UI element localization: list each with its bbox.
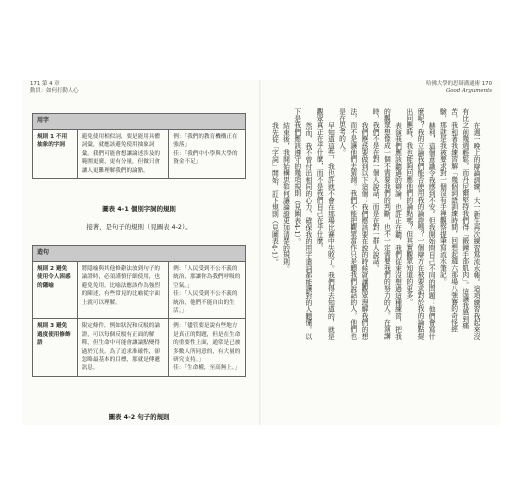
rule-name: 規則 2 避免使用令人困惑的隱喻 (33, 262, 78, 319)
paragraph: 在週一晚上的辯論訓練，大一新生再次練習寫流水帳。這項練習我起來沒有比之前幾週輕鬆，而丹尼爾堅持我們得「鍛鍊手部肌肉」。這讓我感到痛苦，我和著我練習解「幾個詞語訓練時間，回想起週六那場八強賽的奇怪經驗，那就是我被要求對一個沒有手裡觀察提筆寫流水筆記。 (438, 108, 480, 340)
rule-description: 將隱喻與其他修辭法放到句子的論證時，必須謹慎仔細使用，也避免免用。比喻法應該作為強烈的陳述，有些常見的比喻從字面上就可以理解。 (77, 262, 168, 319)
figure-caption: 圖表 4-2 句子的規則 (108, 413, 170, 421)
left-page-number: 171 (30, 81, 41, 87)
rules-table-words (32, 113, 246, 179)
rule-name: 規則 3 避免過度使用修飾語 (33, 319, 78, 376)
rule-examples (169, 262, 246, 319)
example-good: 佳：「人民受到不公不義的統治，他們不能自由的生活。」 (173, 291, 238, 315)
book-title: 哈佛大學的思辯溝通術 (426, 81, 480, 87)
paragraph: 我們應該要做到以下這個：我們應該要在說的時候就讓觀眾理解我們的想法，而不是讓他們去猜測。我們不能把觀眾當作只是聽我們說話的人，他們也是在思考的人。 (337, 108, 368, 340)
example-good: 佳：「我們中小學與大學的資金不足」 (173, 150, 238, 166)
body-text-vertical (270, 108, 481, 340)
paragraph: 我先從「字詞」開始，訂下規則（見圖表4-1）。 (270, 121, 279, 266)
rule-examples (169, 130, 246, 179)
paragraph: 赫利，這個意識令我感到不安。但我開始問自己不同的問題：他們會寫什麼呢？我的立論我們能否使用我的論證嗎？一個辯方在被要求對於我的論點提出回應時，我也能夠回應他們的論點嗎？但其實觀眾知道的更多。 (404, 108, 436, 340)
chapter-title: 動員：如何打動人心 (30, 88, 79, 94)
example-good: 佳：「生命權，至高無上。」 (173, 365, 241, 372)
table-row (33, 262, 246, 319)
book-title-english: Good Arguments (445, 88, 492, 94)
figure-caption: 圖表 4-1 個別字詞的規則 (102, 205, 176, 213)
rule-examples (169, 319, 246, 376)
table-header: 造句 (33, 246, 246, 262)
rule-name: 規則 1 不用抽象的字詞 (33, 130, 78, 179)
example-bad: 例：「人民受到不公不義的統治，那讓你為我們呼吸的空氣。」 (173, 266, 241, 289)
left-page-header (30, 81, 79, 95)
bridge-text: 接著，是句子的規則（見圖表 4-2）。 (86, 223, 192, 231)
table-row (33, 130, 246, 179)
left-header-chapter-row (30, 81, 79, 88)
table-row (33, 319, 246, 376)
example-bad: 例：「儘管要是說有些地方是真正的問題，但是在生命的重要性上面，通常是已被多數人所同意的，有大量的研究支持。」 (173, 323, 241, 364)
example-bad: 例：「我們的教育機構正在強落」 (173, 134, 238, 149)
right-page-number: 170 (481, 81, 492, 87)
table-header: 用字 (33, 114, 246, 130)
rule-description: 避免使用相似詞，要是能用具體詞彙，就應該避免使用抽象詞彙。我們可能會想讓論述涉及的範圍更廣，更有分量，但做只會讓人更難理解我們的論點。 (77, 130, 169, 179)
rules-table-sentences (32, 245, 246, 377)
paragraph: 早知道這些，我也許就不會在那場比賽中失敗了。我們得去知道的，就是觀眾真正在乎什麼，而不是我們自己在乎什麼。 (315, 108, 335, 340)
rule-description: 限定條件，例如狀況和反駁的論證，可以每個反駁有正面的解釋，但生命中可能會讓論點變得過於冗長。為了追求准確性，卻忽略最基本的目標，那就是傳遞訊息。 (77, 319, 168, 376)
book-gutter (259, 80, 261, 425)
paragraph: 表演我們應該聽過的辯論，也許正在聽，我們從來沒想過這種練習，把我的觀眾想像成一個不需要我們的判斷，也不一定需要我們的努力的人。在演講時，我們不是在對一個人說話，而是在對一群人說話。 (371, 108, 402, 340)
paragraph: 然而，我不曾付出相同的心力，確保我的用字遣詞都能讓對的人聽懂。以下是我們應該遵守的幾項規則（見圖表4-1）。 (292, 108, 312, 340)
paragraph: 結束後，我開始構思如何讓論證更加清楚的規則。 (281, 121, 290, 272)
right-page-header (396, 81, 492, 95)
chapter-label: 第 4 章 (42, 81, 60, 87)
